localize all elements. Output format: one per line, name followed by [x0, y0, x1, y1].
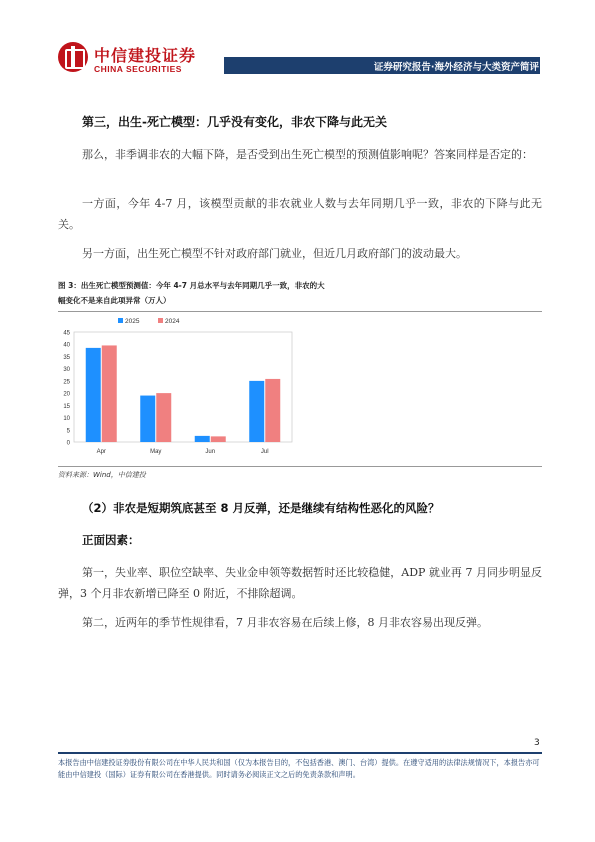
x-tick-label: May	[150, 449, 162, 455]
paragraph-4: 第一，失业率、职位空缺率、失业金申领等数据暂时还比较稳健，ADP 就业再 7 月同步明显反弹，3 个月非农新增已降至 0 附近，不排除超调。	[58, 566, 542, 600]
footer-disclaimer: 本报告由中信建投证券股份有限公司在中华人民共和国（仅为本报告目的，不包括香港、澳门、台湾）提供。在遵守适用的法律法规情况下，本报告亦可能由中信建投（国际）证券有限公司在香港提供。同时请务必阅读正文之后的免责条款和声明。	[58, 758, 540, 779]
y-tick-label: 10	[63, 416, 70, 423]
positive-factors-heading: 正面因素：	[82, 533, 140, 547]
company-logo-icon	[58, 42, 88, 72]
bar-2025-May	[140, 396, 155, 442]
legend-swatch-2025	[118, 318, 123, 323]
footer-rule	[58, 752, 542, 754]
subsection-heading: （2）非农是短期筑底甚至 8 月反弹，还是继续有结构性恶化的风险？	[82, 501, 440, 515]
y-tick-label: 45	[63, 330, 70, 337]
figure-title: 图 3：出生死亡模型预测值：今年 4-7 月总水平与去年同期几乎一致，非农的大幅变化不是来自此项异常（万人）	[58, 281, 325, 305]
legend-label: 2025	[125, 318, 140, 325]
figure-source: 资料来源：Wind，中信建投	[58, 471, 146, 479]
y-tick-label: 15	[63, 403, 70, 410]
bar-chart	[58, 314, 298, 462]
paragraph-3: 另一方面，出生死亡模型不针对政府部门就业，但近几月政府部门的波动最大。	[82, 247, 467, 260]
y-tick-label: 5	[66, 428, 70, 435]
paragraph-2: 一方面，今年 4-7 月，该模型贡献的非农就业人数与去年同期几乎一致，非农的下降与此无关。	[58, 197, 542, 231]
report-title: 证券研究报告·海外经济与大类资产简评	[373, 62, 539, 73]
y-tick-label: 40	[63, 342, 70, 349]
bar-2024-May	[156, 393, 171, 442]
y-tick-label: 20	[63, 391, 70, 398]
bar-2025-Apr	[86, 348, 101, 442]
y-tick-label: 30	[63, 367, 70, 374]
paragraph-1: 那么，非季调非农的大幅下降，是否受到出生死亡模型的预测值影响呢？答案同样是否定的：	[82, 148, 533, 161]
x-tick-label: Jul	[260, 449, 269, 455]
logo-chinese-name: 中信建投证券	[94, 46, 197, 65]
x-tick-label: Apr	[96, 449, 106, 455]
bar-2025-Jun	[195, 436, 210, 442]
bar-2025-Jul	[249, 381, 264, 442]
logo-english-name: CHINA SECURITIES	[94, 64, 182, 74]
legend-label: 2024	[165, 318, 180, 325]
figure-top-rule	[58, 311, 542, 312]
bar-2024-Jun	[211, 436, 226, 442]
y-tick-label: 0	[66, 440, 70, 447]
y-tick-label: 25	[63, 379, 70, 386]
paragraph-5: 第二，近两年的季节性规律看，7 月非农容易在后续上修，8 月非农容易出现反弹。	[82, 616, 488, 629]
legend-swatch-2024	[158, 318, 163, 323]
page-number: 3	[534, 738, 540, 748]
bar-2024-Jul	[265, 379, 280, 442]
bar-2024-Apr	[102, 345, 117, 442]
figure-bottom-rule	[58, 466, 542, 467]
x-tick-label: Jun	[205, 449, 216, 455]
y-tick-label: 35	[63, 354, 70, 361]
section-heading: 第三，出生-死亡模型：几乎没有变化，非农下降与此无关	[82, 115, 387, 129]
